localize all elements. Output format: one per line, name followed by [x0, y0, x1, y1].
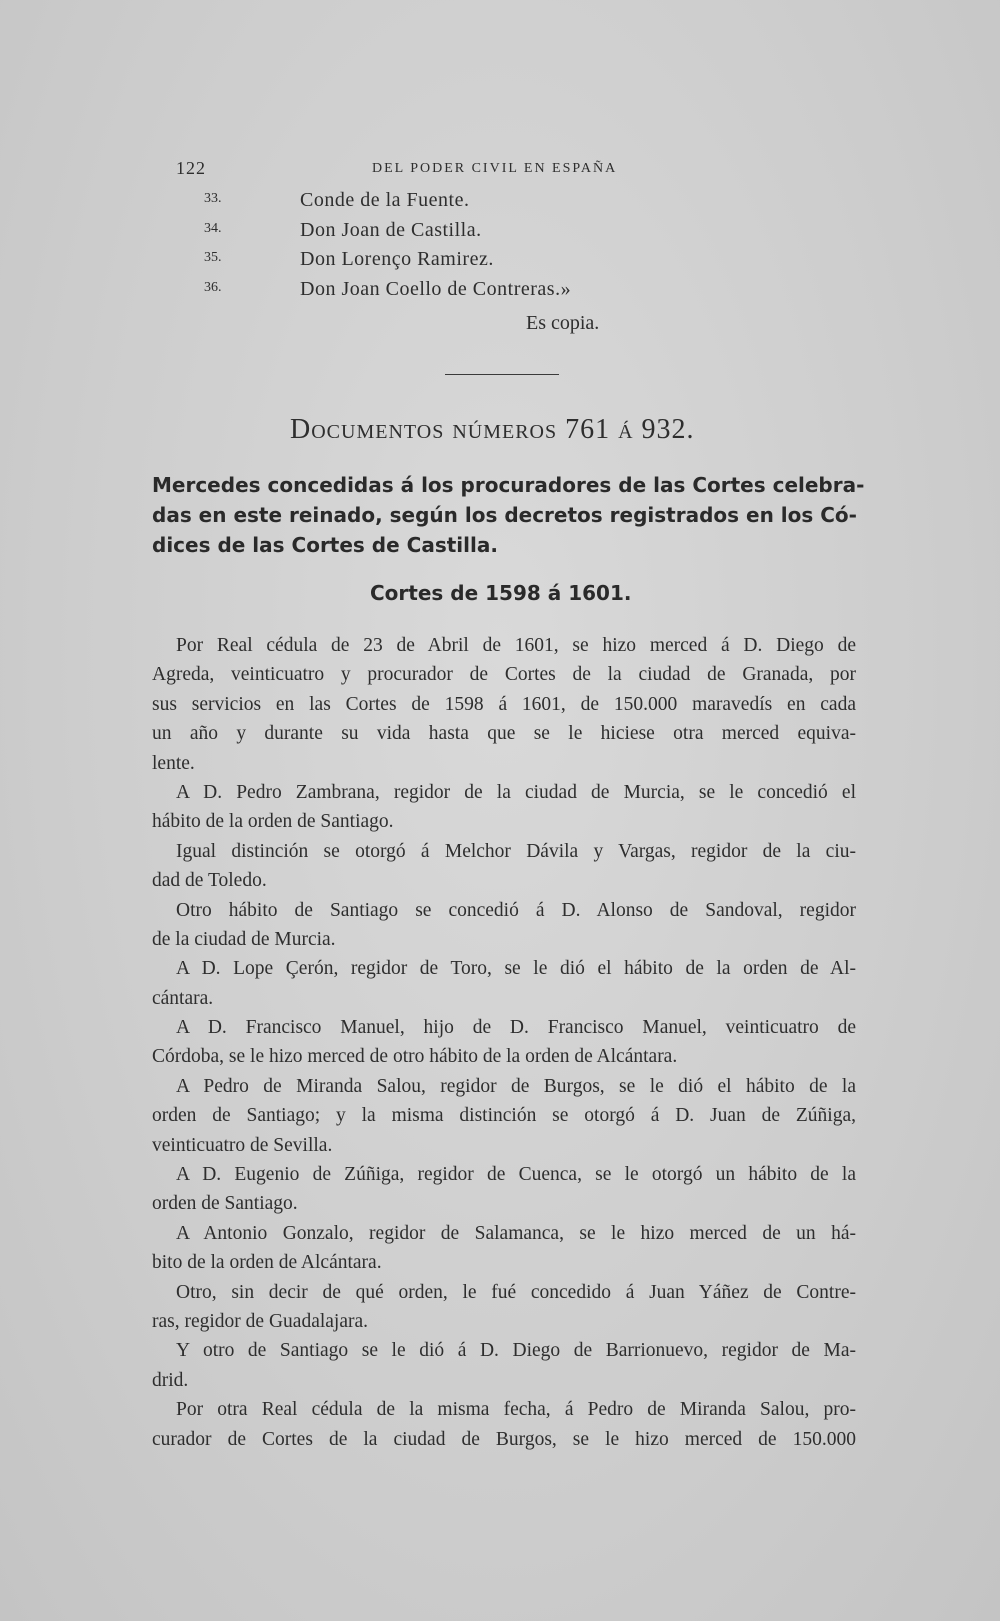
page-number: 122: [176, 158, 206, 178]
text-line: Otro hábito de Santiago se concedió á D. Alonso de Sandoval, regidor: [176, 899, 856, 921]
text-line: de la ciudad de Murcia.: [152, 928, 336, 950]
text-line: un año y durante su vida hasta que se le hiciese otra merced equiva-: [152, 723, 856, 745]
document-heading: Documentos números 761 á 932.: [290, 414, 695, 445]
text-line: Otro, sin decir de qué orden, le fué concedido á Juan Yáñez de Contre-: [176, 1281, 856, 1303]
item-number: 36.: [204, 279, 222, 295]
cortes-heading: Cortes de 1598 á 1601.: [370, 581, 632, 605]
item-name: Don Joan Coello de Contreras.»: [300, 277, 572, 300]
text-line: cántara.: [152, 987, 214, 1009]
text-line: hábito de la orden de Santiago.: [152, 811, 394, 833]
text-line: Y otro de Santiago se le dió á D. Diego de Barrionuevo, regidor de Ma-: [176, 1340, 856, 1362]
list-item: [178, 278, 678, 308]
text-line: Igual distinción se otorgó á Melchor Dávila y Vargas, regidor de la ciu-: [176, 840, 856, 862]
item-name: Conde de la Fuente.: [300, 189, 470, 211]
text-line: veinticuatro de Sevilla.: [152, 1134, 333, 1156]
list-item: [178, 189, 678, 219]
text-line: bito de la orden de Alcántara.: [152, 1252, 382, 1274]
item-number: 34.: [204, 220, 222, 236]
item-name: Don Lorenço Ramirez.: [300, 248, 494, 270]
text-line: dad de Toledo.: [152, 870, 267, 892]
subtitle-line: dices de las Cortes de Castilla.: [152, 533, 498, 557]
running-head: DEL PODER CIVIL EN ESPAÑA: [372, 161, 618, 176]
text-line: curador de Cortes de la ciudad de Burgos, se le hizo merced de 150.000: [152, 1428, 856, 1450]
text-line: Por Real cédula de 23 de Abril de 1601, se hizo merced á D. Diego de: [176, 635, 856, 656]
text-line: A D. Pedro Zambrana, regidor de la ciudad de Murcia, se le concedió el: [176, 781, 856, 803]
text-line: A Pedro de Miranda Salou, regidor de Burgos, se le dió el hábito de la: [176, 1075, 856, 1097]
text-line: A D. Eugenio de Zúñiga, regidor de Cuenca, se le otorgó un hábito de la: [176, 1164, 856, 1186]
subtitle-line: das en este reinado, según los decretos registrados en los Có-: [152, 503, 857, 527]
section-subtitle: [152, 470, 865, 560]
text-line: A Antonio Gonzalo, regidor de Salamanca, se le hizo merced de un há-: [176, 1222, 856, 1244]
list-item: [178, 248, 678, 278]
item-name: Don Joan de Castilla.: [300, 218, 482, 241]
text-line: Por otra Real cédula de la misma fecha, á Pedro de Miranda Salou, pro-: [176, 1399, 856, 1421]
subtitle-line: Mercedes concedidas á los procuradores de las Cortes celebra-: [152, 473, 865, 497]
es-copia-note: Es copia.: [526, 312, 600, 334]
text-line: lente.: [152, 752, 195, 774]
page-header: [176, 158, 638, 182]
text-line: Agreda, veinticuatro y procurador de Cortes de la ciudad de Granada, por: [152, 664, 856, 686]
text-line: sus servicios en las Cortes de 1598 á 1601, de 150.000 maravedís en cada: [152, 693, 856, 715]
signatory-list: [178, 189, 678, 307]
text-line: Córdoba, se le hizo merced de otro hábito de la orden de Alcántara.: [152, 1046, 678, 1068]
text-line: A D. Francisco Manuel, hijo de D. Francisco Manuel, veinticuatro de: [176, 1017, 856, 1039]
list-item: [178, 219, 678, 249]
section-divider: [445, 374, 559, 375]
text-line: drid.: [152, 1369, 189, 1391]
text-line: ras, regidor de Guadalajara.: [152, 1310, 369, 1332]
item-number: 35.: [204, 250, 222, 265]
text-line: orden de Santiago.: [152, 1193, 298, 1215]
text-line: orden de Santiago; y la misma distinción se otorgó á D. Juan de Zúñiga,: [152, 1105, 856, 1127]
item-number: 33.: [204, 191, 222, 206]
text-line: A D. Lope Çerón, regidor de Toro, se le dió el hábito de la orden de Al-: [176, 958, 856, 980]
body-text: [152, 631, 856, 1454]
